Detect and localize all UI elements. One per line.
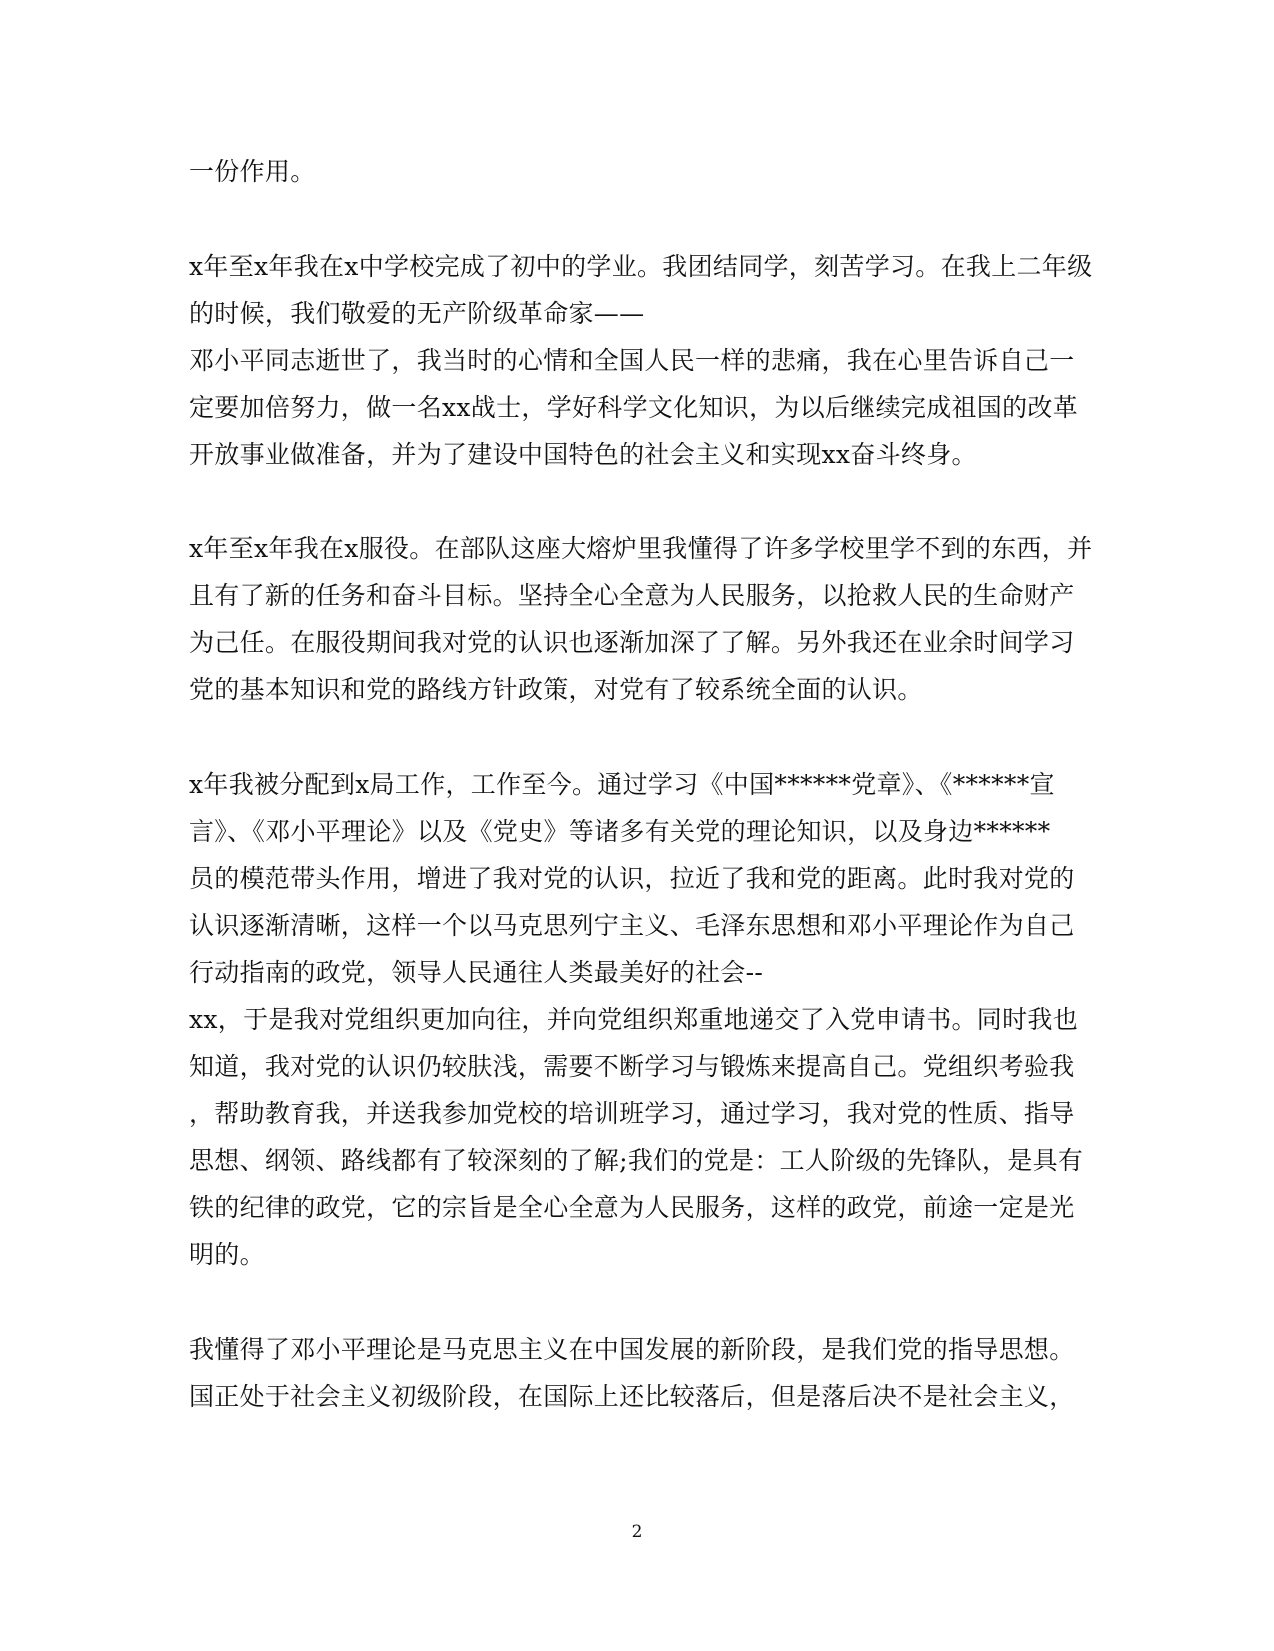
text-line: 国正处于社会主义初级阶段，在国际上还比较落后，但是落后决不是社会主义， [189, 1382, 1075, 1411]
text-line: 我懂得了邓小平理论是马克思主义在中国发展的新阶段，是我们党的指导思想。 [189, 1335, 1075, 1364]
text-line: 知道，我对党的认识仍较肤浅，需要不断学习与锻炼来提高自己。党组织考验我 [189, 1052, 1075, 1081]
text-line: 言》、《邓小平理论》以及《党史》等诸多有关党的理论知识，以及身边****** [189, 817, 1051, 846]
text-line: 思想、纲领、路线都有了较深刻的了解;我们的党是：工人阶级的先锋队，是具有 [189, 1146, 1084, 1175]
text-line: 为己任。在服役期间我对党的认识也逐渐加深了了解。另外我还在业余时间学习 [189, 628, 1075, 657]
text-line: x年至x年我在x中学校完成了初中的学业。我团结同学，刻苦学习。在我上二年级 [189, 252, 1093, 281]
text-line: xx，于是我对党组织更加向往，并向党组织郑重地递交了入党申请书。同时我也 [189, 1005, 1079, 1034]
text-line: 行动指南的政党，领导人民通往人类最美好的社会-- [189, 958, 764, 987]
text-line: 且有了新的任务和奋斗目标。坚持全心全意为人民服务，以抢救人民的生命财产 [189, 581, 1075, 610]
text-line: 党的基本知识和党的路线方针政策，对党有了较系统全面的认识。 [189, 675, 923, 704]
text-line: x年至x年我在x服役。在部队这座大熔炉里我懂得了许多学校里学不到的东西，并 [189, 534, 1093, 563]
text-line: 认识逐渐清晰，这样一个以马克思列宁主义、毛泽东思想和邓小平理论作为自己 [189, 911, 1075, 940]
text-line: 定要加倍努力，做一名xx战士，学好科学文化知识，为以后继续完成祖国的改革 [189, 393, 1079, 422]
text-line: 开放事业做准备，并为了建设中国特色的社会主义和实现xx奋斗终身。 [189, 440, 977, 469]
text-line: 的时候，我们敬爱的无产阶级革命家—— [189, 299, 645, 328]
text-line: 邓小平同志逝世了，我当时的心情和全国人民一样的悲痛，我在心里告诉自己一 [189, 346, 1075, 375]
page-number: 2 [631, 1522, 643, 1542]
text-line: 铁的纪律的政党，它的宗旨是全心全意为人民服务，这样的政党，前途一定是光 [189, 1193, 1075, 1222]
text-line: 一份作用。 [189, 157, 316, 186]
text-line: x年我被分配到x局工作，工作至今。通过学习《中国******党章》、《******宣 [189, 770, 1055, 799]
text-line: 明的。 [189, 1240, 265, 1269]
text-line: ，帮助教育我，并送我参加党校的培训班学习，通过学习，我对党的性质、指导 [189, 1099, 1075, 1128]
text-line: 员的模范带头作用，增进了我对党的认识，拉近了我和党的距离。此时我对党的 [189, 864, 1075, 893]
